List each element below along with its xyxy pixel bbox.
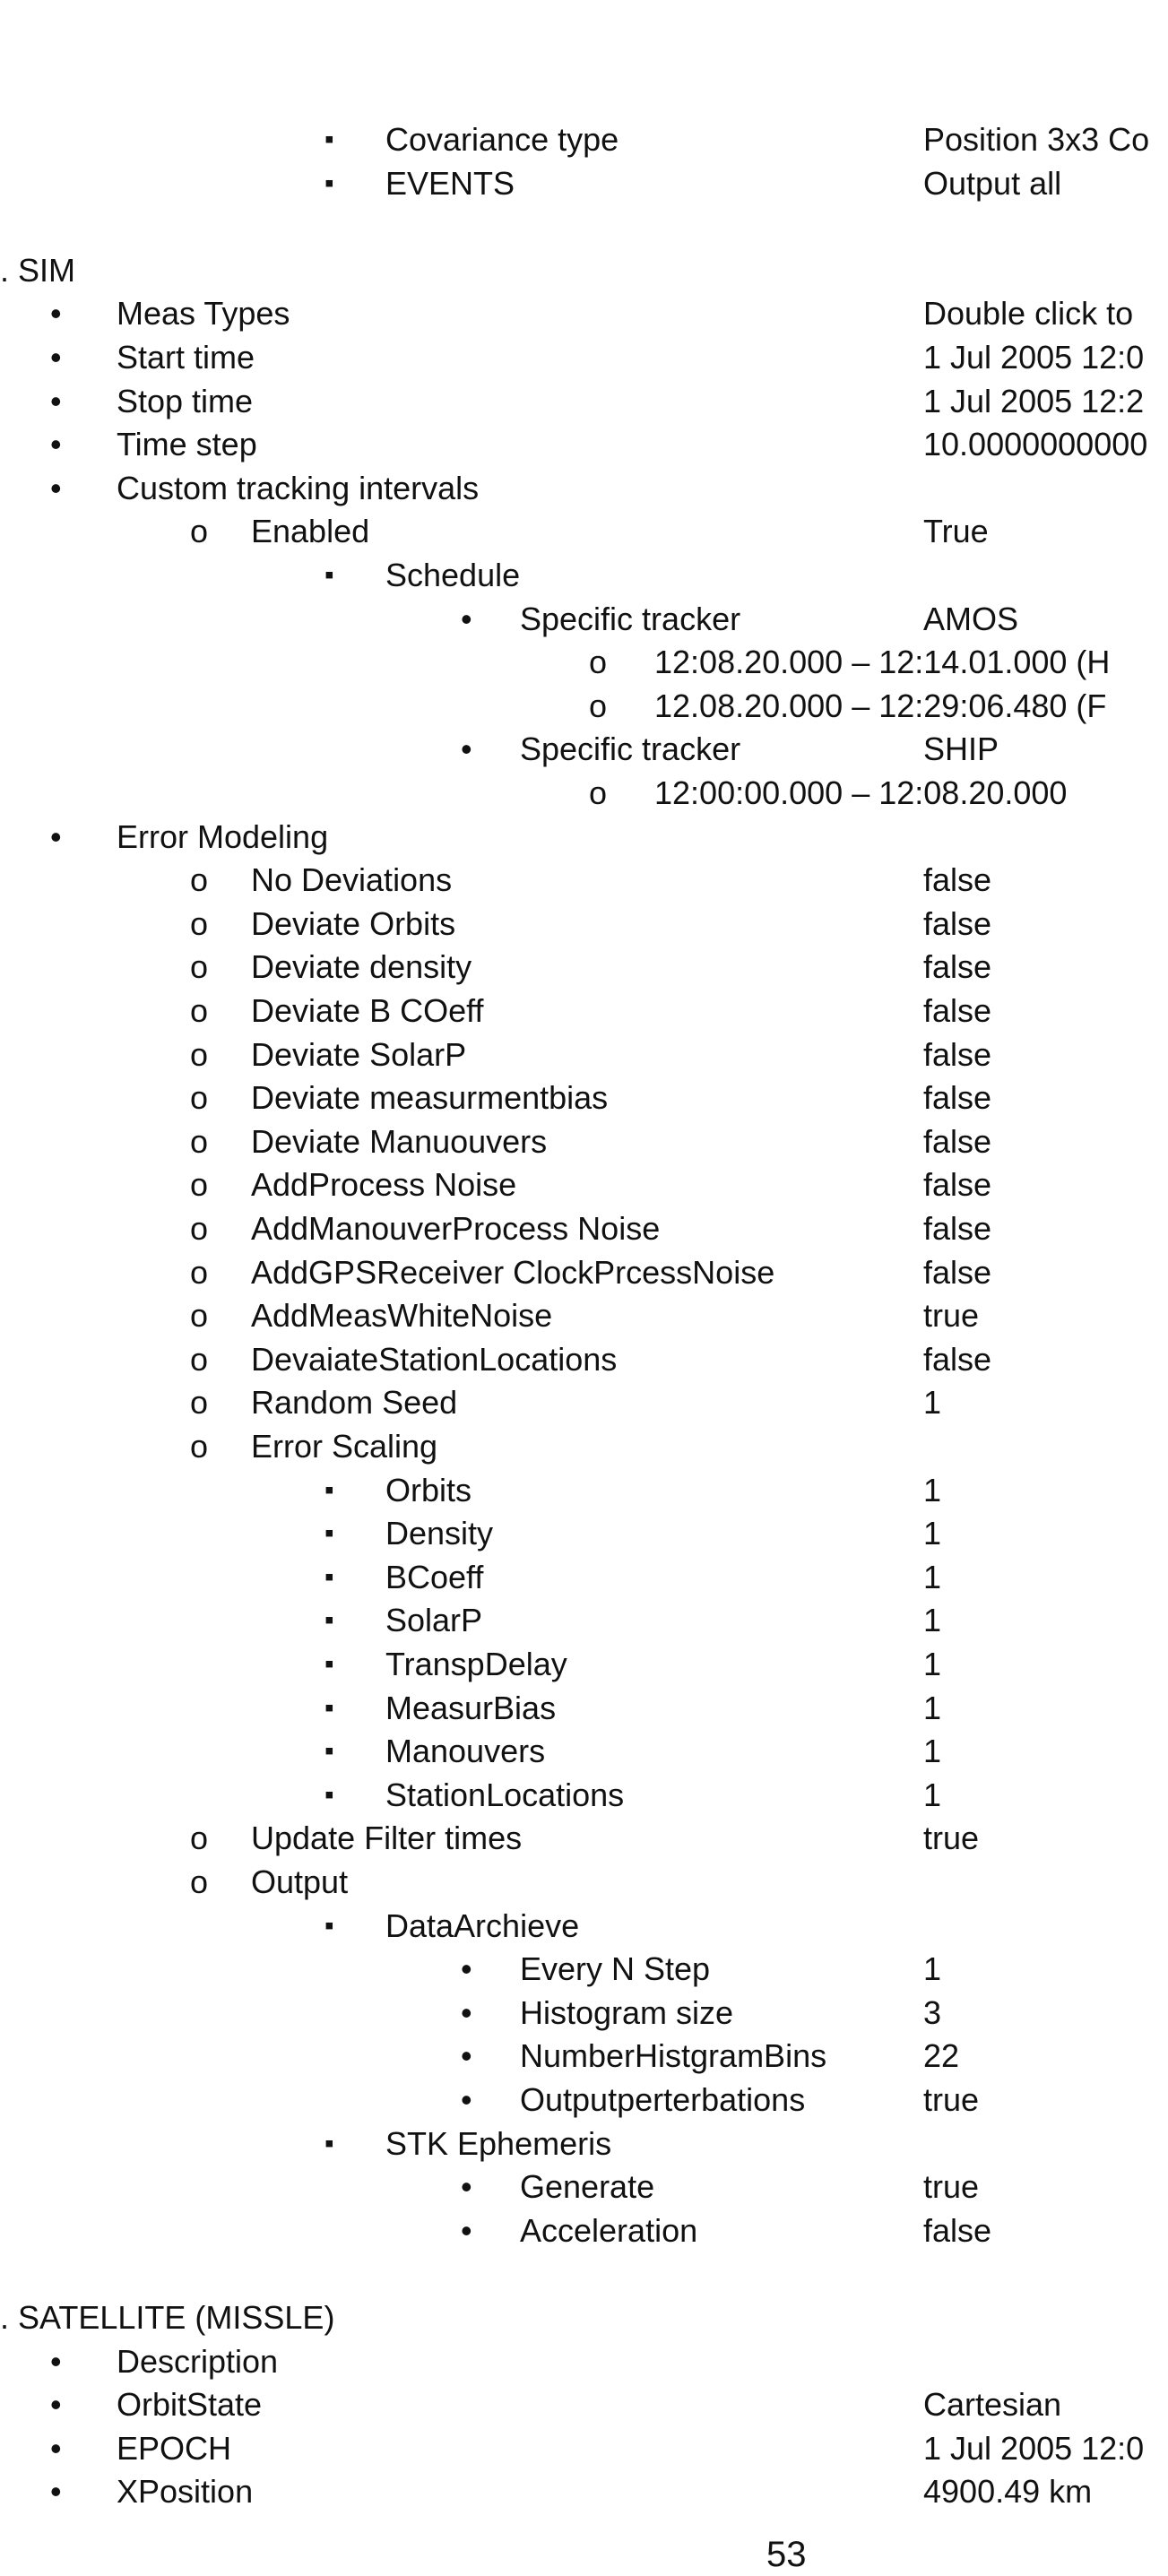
item-value: true xyxy=(923,1297,980,1335)
item-label: Start time xyxy=(117,339,255,376)
section-heading: . SATELLITE (MISSLE) xyxy=(0,2299,335,2336)
list-item xyxy=(0,1163,1168,1206)
item-value: AMOS xyxy=(923,600,1019,637)
item-label: Description xyxy=(117,2342,279,2380)
list-item xyxy=(0,467,1168,510)
item-value: true xyxy=(923,2168,980,2206)
bullet-icon: ▪ xyxy=(324,1605,334,1636)
bullet-icon: ▪ xyxy=(324,168,334,198)
item-label: Deviate density xyxy=(251,948,472,986)
item-label: Every N Step xyxy=(520,1950,711,1988)
item-label: 12.08.20.000 – 12:29:06.480 (F xyxy=(654,687,1107,724)
item-value: 1 Jul 2005 12:0 xyxy=(923,2429,1145,2467)
list-item xyxy=(0,1817,1168,1860)
bullet-icon: o xyxy=(190,1820,209,1857)
bullet-icon: ▪ xyxy=(324,1518,334,1549)
list-item xyxy=(0,2079,1168,2122)
bullet-icon: o xyxy=(589,644,608,681)
item-label: AddManouverProcess Noise xyxy=(251,1210,661,1247)
list-item xyxy=(0,1905,1168,1948)
item-label: 12:00:00.000 – 12:08.20.000 xyxy=(654,774,1068,811)
list-item xyxy=(0,990,1168,1033)
list-item xyxy=(0,162,1168,205)
bullet-icon: • xyxy=(50,295,62,333)
item-label: Deviate Orbits xyxy=(251,904,456,942)
item-label: Specific tracker xyxy=(520,600,741,637)
bullet-icon: o xyxy=(190,992,209,1029)
item-value: Double click to xyxy=(923,295,1134,333)
item-label: Generate xyxy=(520,2168,655,2206)
item-label: No Deviations xyxy=(251,861,453,899)
item-value: 1 Jul 2005 12:0 xyxy=(923,339,1145,376)
item-value: Position 3x3 Co xyxy=(923,121,1150,158)
item-value: 1 xyxy=(923,1646,942,1682)
item-value: SHIP xyxy=(923,730,999,768)
bullet-icon: • xyxy=(50,2473,62,2511)
item-label: NumberHistgramBins xyxy=(520,2037,827,2075)
bullet-icon: o xyxy=(190,1166,209,1204)
list-item xyxy=(0,2340,1168,2383)
item-label: StationLocations xyxy=(385,1776,625,1813)
bullet-icon: ▪ xyxy=(324,125,334,154)
list-item xyxy=(0,2035,1168,2078)
list-item xyxy=(0,2383,1168,2426)
bullet-icon: • xyxy=(50,817,62,855)
item-label: Histogram size xyxy=(520,1993,734,2031)
item-value: 1 xyxy=(923,1950,942,1988)
item-label: Acceleration xyxy=(520,2211,698,2249)
bullet-icon: o xyxy=(190,1340,209,1378)
item-value: false xyxy=(923,1210,992,1247)
list-item xyxy=(0,1774,1168,1817)
list-item xyxy=(0,1556,1168,1599)
item-label: Error Modeling xyxy=(117,817,329,855)
item-label: SolarP xyxy=(385,1602,483,1639)
item-value: 1 xyxy=(923,1515,942,1552)
item-label: Outputperterbations xyxy=(520,2081,806,2118)
item-label: Stop time xyxy=(117,382,254,419)
list-item xyxy=(0,1425,1168,1468)
item-label: XPosition xyxy=(117,2473,254,2511)
list-item xyxy=(0,118,1168,161)
list-item xyxy=(0,1120,1168,1163)
list-item xyxy=(0,1599,1168,1642)
item-label: Deviate Manuouvers xyxy=(251,1122,548,1160)
bullet-icon: ▪ xyxy=(324,1736,334,1767)
item-label: Deviate B COeff xyxy=(251,992,484,1029)
list-item xyxy=(0,1294,1168,1337)
item-value: 1 xyxy=(923,1689,942,1726)
item-label: Time step xyxy=(117,426,257,463)
item-label: Meas Types xyxy=(117,295,290,333)
bullet-icon: ▪ xyxy=(324,1692,334,1723)
list-item xyxy=(0,903,1168,946)
bullet-icon: • xyxy=(50,2342,62,2380)
list-item xyxy=(0,554,1168,597)
item-value: false xyxy=(923,1035,992,1073)
item-label: Covariance type xyxy=(385,121,619,158)
bullet-icon: ▪ xyxy=(324,1561,334,1592)
item-label: Density xyxy=(385,1515,494,1552)
list-item xyxy=(0,1251,1168,1294)
item-value: false xyxy=(923,861,992,899)
list-item xyxy=(0,641,1168,684)
list-item xyxy=(0,1948,1168,1991)
list-item xyxy=(0,1381,1168,1424)
bullet-icon: • xyxy=(461,730,472,768)
item-label: Output xyxy=(251,1863,349,1900)
list-item xyxy=(0,1512,1168,1555)
list-item xyxy=(0,859,1168,902)
item-value: 1 Jul 2005 12:2 xyxy=(923,382,1145,419)
item-label: AddMeasWhiteNoise xyxy=(251,1297,553,1335)
list-item xyxy=(0,728,1168,771)
page-number: 53 xyxy=(766,2535,807,2574)
list-item xyxy=(0,1992,1168,2035)
list-item xyxy=(0,2470,1168,2513)
item-label: Deviate SolarP xyxy=(251,1035,467,1073)
item-label: Error Scaling xyxy=(251,1428,438,1465)
bullet-icon: ▪ xyxy=(324,1779,334,1810)
item-value: 1 xyxy=(923,1471,942,1508)
bullet-icon: • xyxy=(461,2211,472,2249)
item-value: Cartesian xyxy=(923,2386,1062,2424)
list-item xyxy=(0,772,1168,815)
list-item xyxy=(0,1033,1168,1076)
bullet-icon: • xyxy=(50,382,62,419)
bullet-icon: o xyxy=(589,774,608,811)
bullet-icon: • xyxy=(461,2081,472,2118)
item-label: Schedule xyxy=(385,557,521,593)
item-label: Manouvers xyxy=(385,1733,546,1770)
bullet-icon: o xyxy=(190,1035,209,1073)
list-item xyxy=(0,685,1168,728)
bullet-icon: • xyxy=(461,600,472,637)
bullet-icon: • xyxy=(461,1993,472,2031)
item-value: true xyxy=(923,2081,980,2118)
item-label: EPOCH xyxy=(117,2429,232,2467)
bullet-icon: o xyxy=(190,1253,209,1291)
section-heading: . SIM xyxy=(0,251,76,289)
bullet-icon: o xyxy=(190,1122,209,1160)
bullet-icon: ▪ xyxy=(324,1649,334,1679)
item-value: false xyxy=(923,904,992,942)
list-item xyxy=(0,1687,1168,1730)
bullet-icon: ▪ xyxy=(324,560,334,590)
item-value: false xyxy=(923,948,992,986)
list-item xyxy=(0,336,1168,379)
list-item xyxy=(0,946,1168,989)
item-label: EVENTS xyxy=(385,164,515,202)
bullet-icon: • xyxy=(50,2429,62,2467)
list-item xyxy=(0,2427,1168,2470)
list-item xyxy=(0,1207,1168,1250)
list-item xyxy=(0,1338,1168,1381)
item-value: 22 xyxy=(923,2037,960,2075)
bullet-icon: ▪ xyxy=(324,1474,334,1505)
list-item xyxy=(0,816,1168,859)
bullet-icon: o xyxy=(190,1863,209,1900)
bullet-icon: o xyxy=(190,948,209,986)
list-item xyxy=(0,1076,1168,1119)
bullet-icon: o xyxy=(190,861,209,899)
item-value: 4900.49 km xyxy=(923,2473,1093,2511)
list-item xyxy=(0,423,1168,466)
item-label: OrbitState xyxy=(117,2386,263,2424)
bullet-icon: • xyxy=(461,1950,472,1988)
bullet-icon: o xyxy=(589,687,608,724)
item-label: Custom tracking intervals xyxy=(117,469,480,506)
item-label: BCoeff xyxy=(385,1558,484,1595)
list-item xyxy=(0,1861,1168,1904)
bullet-icon: • xyxy=(50,2386,62,2424)
item-value: false xyxy=(923,2211,992,2249)
item-label: Deviate measurmentbias xyxy=(251,1079,609,1117)
item-value: 1 xyxy=(923,1384,942,1422)
item-label: Random Seed xyxy=(251,1384,458,1422)
item-value: 1 xyxy=(923,1602,942,1639)
item-label: Orbits xyxy=(385,1471,472,1508)
item-value: 10.0000000000 xyxy=(923,426,1148,463)
bullet-icon: o xyxy=(190,1384,209,1422)
item-label: AddGPSReceiver ClockPrcessNoise xyxy=(251,1253,775,1291)
item-value: false xyxy=(923,1166,992,1204)
list-item xyxy=(0,2209,1168,2252)
item-value: false xyxy=(923,1253,992,1291)
item-value: false xyxy=(923,992,992,1029)
bullet-icon: o xyxy=(190,1297,209,1335)
item-value: true xyxy=(923,1820,980,1857)
bullet-icon: o xyxy=(190,1079,209,1117)
item-label: Update Filter times xyxy=(251,1820,523,1857)
item-value: false xyxy=(923,1122,992,1160)
bullet-icon: • xyxy=(461,2037,472,2075)
item-label: Enabled xyxy=(251,513,370,550)
list-item xyxy=(0,2165,1168,2209)
item-value: 1 xyxy=(923,1558,942,1595)
list-item xyxy=(0,1469,1168,1512)
item-label: TranspDelay xyxy=(385,1646,567,1682)
bullet-icon: • xyxy=(50,339,62,376)
bullet-icon: o xyxy=(190,1210,209,1247)
list-item xyxy=(0,1730,1168,1773)
item-value: Output all xyxy=(923,164,1062,202)
list-item xyxy=(0,510,1168,553)
list-item xyxy=(0,598,1168,641)
list-item xyxy=(0,2122,1168,2165)
item-label: MeasurBias xyxy=(385,1689,557,1726)
bullet-icon: • xyxy=(50,426,62,463)
list-item xyxy=(0,1643,1168,1686)
bullet-icon: o xyxy=(190,513,209,550)
item-label: DevaiateStationLocations xyxy=(251,1340,618,1378)
item-label: DataArchieve xyxy=(385,1906,580,1944)
bullet-icon: ▪ xyxy=(324,1910,334,1941)
bullet-icon: o xyxy=(190,904,209,942)
item-value: 3 xyxy=(923,1993,942,2031)
item-value: True xyxy=(923,513,989,550)
bullet-icon: • xyxy=(461,2168,472,2206)
bullet-icon: ▪ xyxy=(324,2128,334,2158)
item-value: 1 xyxy=(923,1776,942,1813)
bullet-icon: o xyxy=(190,1428,209,1465)
list-item xyxy=(0,292,1168,335)
item-label: 12:08.20.000 – 12:14.01.000 (H xyxy=(654,644,1111,681)
item-value: 1 xyxy=(923,1733,942,1770)
item-value: false xyxy=(923,1079,992,1117)
item-value: false xyxy=(923,1340,992,1378)
list-item xyxy=(0,380,1168,423)
item-label: Specific tracker xyxy=(520,730,741,768)
item-label: AddProcess Noise xyxy=(251,1166,517,1204)
bullet-icon: • xyxy=(50,469,62,506)
item-label: STK Ephemeris xyxy=(385,2124,612,2162)
